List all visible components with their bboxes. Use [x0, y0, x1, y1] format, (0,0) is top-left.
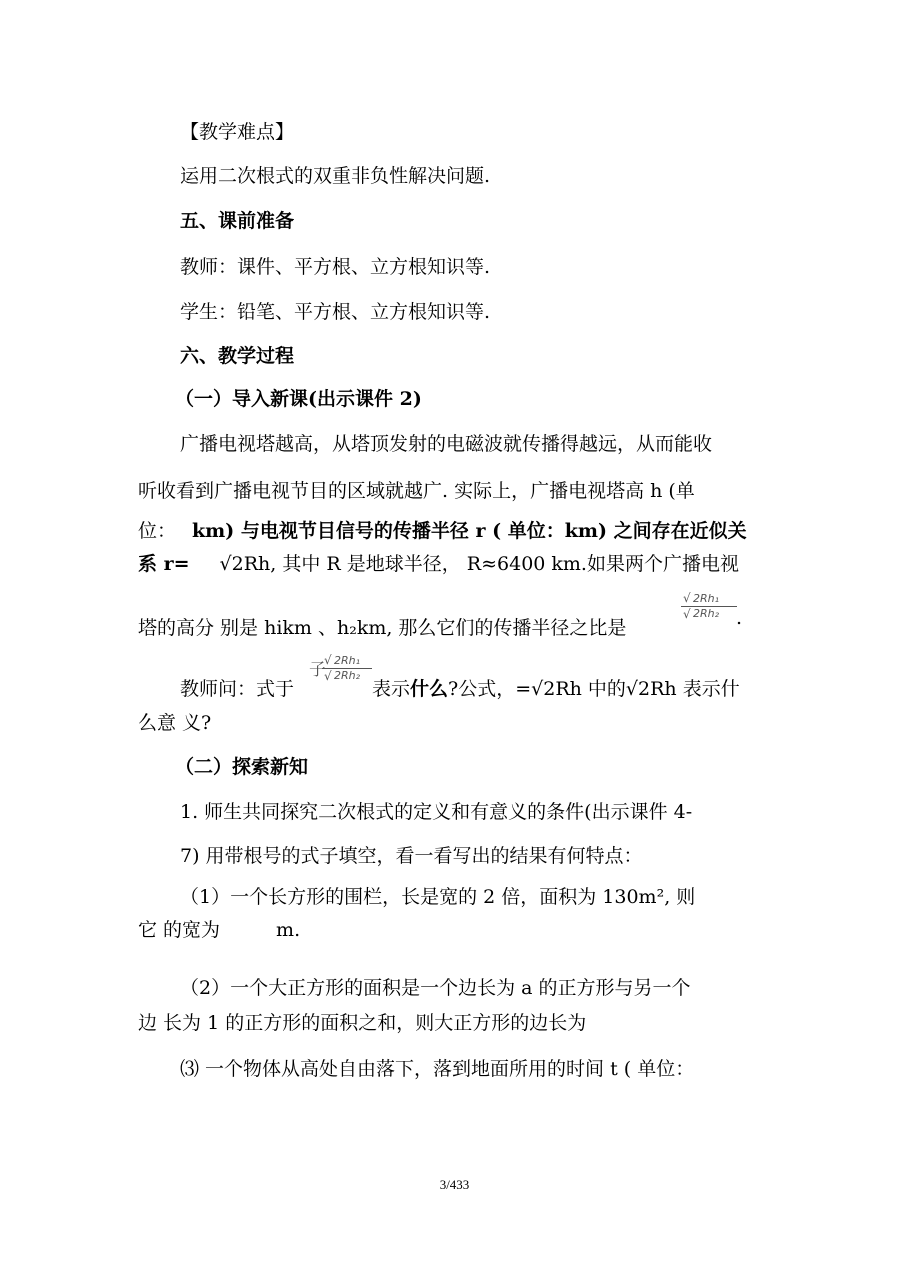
paragraph-line: 么意 义?: [138, 712, 212, 734]
paragraph-line: 塔的高分 别是 hikm 、h₂km, 那么它们的传播半径之比是: [138, 617, 627, 639]
text-span: m.: [276, 919, 301, 941]
radius-ratio-fraction-image: [681, 592, 737, 620]
subsection-heading-2: （二）探索新知: [175, 756, 309, 778]
paragraph-line: [138, 552, 739, 576]
text-span-bold: 系 r=: [138, 553, 190, 575]
fraction-denominator: 2Rh₂: [334, 669, 361, 682]
text-span: 位：: [138, 520, 177, 542]
paragraph-line: [180, 677, 740, 701]
zi-char: 子: [309, 660, 326, 680]
paragraph-line: 7) 用带根号的式子填空，看一看写出的结果有何特点：: [180, 845, 643, 867]
paragraph-line: ⑶ 一个物体从高处自由落下，落到地面所用的时间 t ( 单位：: [180, 1058, 695, 1080]
paragraph-line: [138, 519, 747, 543]
subsection-heading-1: （一）导入新课(出示课件 2): [175, 388, 422, 410]
sqrt-icon: √: [324, 669, 332, 683]
text-span: ?公式，=√2Rh 中的√2Rh 表示什: [448, 678, 740, 700]
text-span: 表示: [372, 678, 411, 700]
page-number: 3/433: [439, 1177, 470, 1192]
paragraph-line: （2）一个大正方形的面积是一个边长为 a 的正方形与另一个: [180, 977, 691, 999]
fraction-denominator: 2Rh₂: [693, 607, 720, 620]
fraction-numerator: 2Rh₁: [681, 592, 737, 607]
fraction-numerator: 2Rh₁: [322, 654, 372, 669]
paragraph-line: （1）一个长方形的围栏，长是宽的 2 倍，面积为 130m², 则: [180, 886, 696, 908]
text-span-bold: km) 与电视节目信号的传播半径 r ( 单位：km) 之间存在近似关: [192, 520, 747, 542]
paragraph-line: 1. 师生共同探究二次根式的定义和有意义的条件(出示课件 4-: [180, 801, 693, 823]
text-span: 它 的宽为: [138, 919, 221, 941]
heading-teaching-difficulty: 【教学难点】: [180, 121, 295, 143]
paragraph-line: [138, 918, 300, 942]
section-heading-5: 五、课前准备: [180, 210, 295, 232]
sqrt-icon: √: [683, 607, 691, 621]
text-span: √2Rh, 其中 R 是地球半径， R≈6400 km.如果两个广播电视: [219, 553, 739, 575]
section-heading-6: 六、教学过程: [180, 345, 295, 367]
formula-fraction-image: [322, 654, 372, 682]
paragraph-student-prep: 学生：铅笔、平方根、立方根知识等.: [180, 301, 491, 323]
period-mark: .: [736, 607, 743, 629]
sqrt-icon: √: [683, 591, 691, 605]
sqrt-icon: √: [324, 653, 332, 667]
paragraph-line: 广播电视塔越高，从塔顶发射的电磁波就传播得越远，从而能收: [180, 433, 713, 455]
text-span: 教师问：式于: [180, 678, 295, 700]
paragraph-difficulty-text: 运用二次根式的双重非负性解决问题.: [180, 165, 491, 187]
paragraph-teacher-prep: 教师：课件、平方根、立方根知识等.: [180, 256, 491, 278]
paragraph-line: 边 长为 1 的正方形的面积之和，则大正方形的边长为: [138, 1012, 587, 1034]
text-span-bold: 什么: [410, 678, 449, 700]
paragraph-line: 听收看到广播电视节目的区域就越广. 实际上，广播电视塔高 h (单: [138, 480, 695, 502]
